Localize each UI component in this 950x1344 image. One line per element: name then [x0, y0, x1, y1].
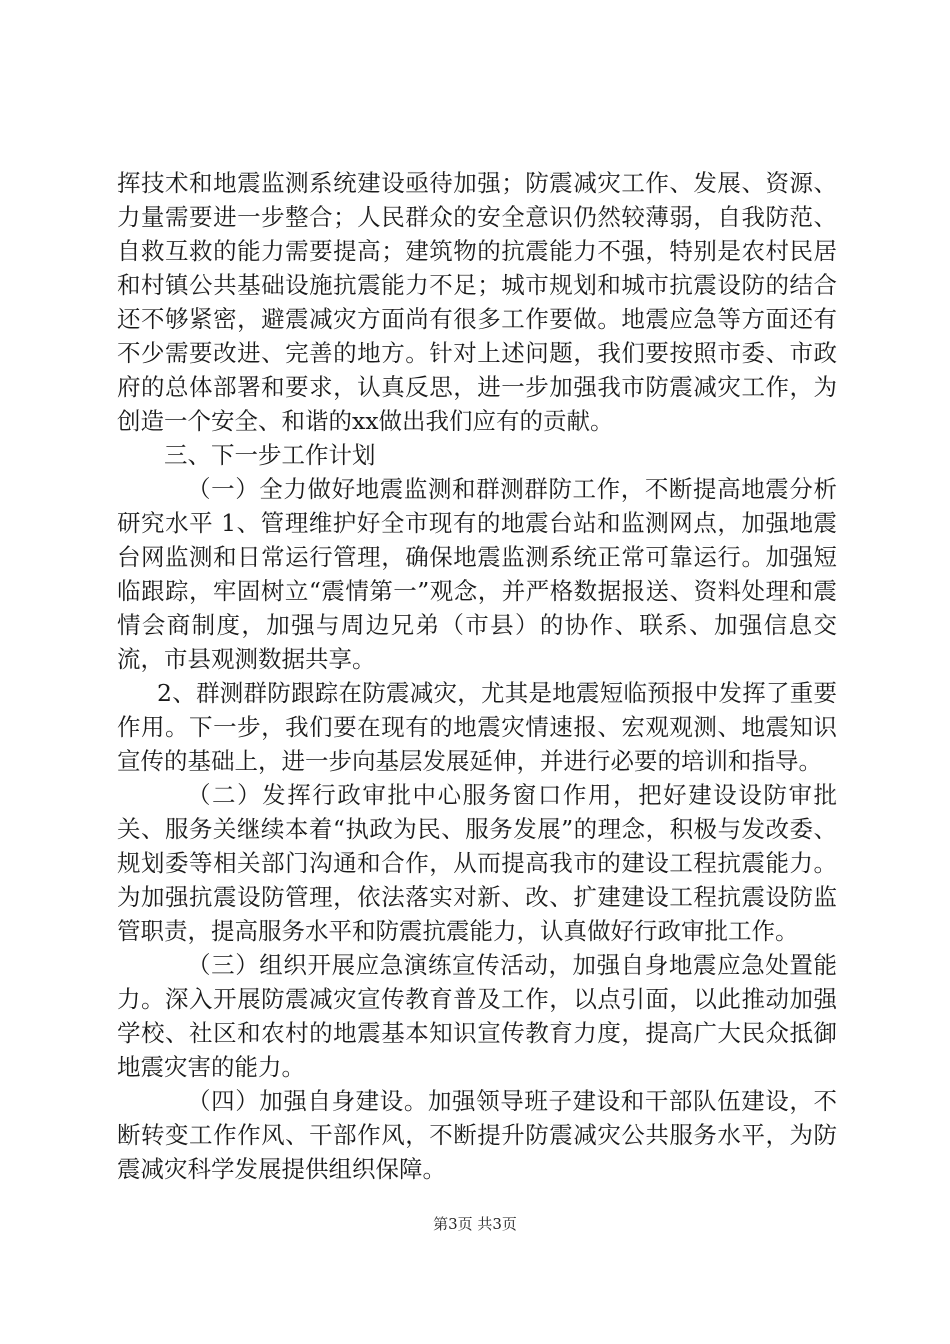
section-heading-next-steps: 三、下一步工作计划 — [164, 441, 376, 469]
document-body — [117, 166, 837, 1186]
paragraph-item-1-monitoring: （一）全力做好地震监测和群测群防工作，不断提高地震分析研究水平 1、管理维护好全市现有的地震台站和监测网点，加强地震台网监测和日常运行管理，确保地震监测系统正常可靠运行。加强短临跟踪，牢固树立“震情第一”观念，并严格数据报送、资料处理和震情会商制度，加强与周边兄弟（市县）的协作、联系、加强信息交流，市县观测数据共享。 — [117, 475, 837, 673]
paragraph-item-2-mass-monitoring: 2、群测群防跟踪在防震减灾，尤其是地震短临预报中发挥了重要作用。下一步，我们要在现有的地震灾情速报、宏观观测、地震知识宣传的基础上，进一步向基层发展延伸，并进行必要的培训和指导。 — [117, 679, 837, 775]
paragraph-problems-summary: 挥技术和地震监测系统建设亟待加强；防震减灾工作、发展、资源、力量需要进一步整合；人民群众的安全意识仍然较薄弱，自我防范、自救互救的能力需要提高；建筑物的抗震能力不强，特别是农村民居和村镇公共基础设施抗震能力不足；城市规划和城市抗震设防的结合还不够紧密，避震减灾方面尚有很多工作要做。地震应急等方面还有不少需要改进、完善的地方。针对上述问题，我们要按照市委、市政府的总体部署和要求，认真反思，进一步加强我市防震减灾工作，为创造一个安全、和谐的xx做出我们应有的贡献。 — [117, 169, 837, 435]
paragraph-item-self-building: （四）加强自身建设。加强领导班子建设和干部队伍建设，不断转变工作作风、干部作风，不断提升防震减灾公共服务水平，为防震减灾科学发展提供组织保障。 — [117, 1087, 837, 1183]
page-number-footer: 第3页 共3页 — [433, 1215, 517, 1233]
paragraph-item-emergency-drills: （三）组织开展应急演练宣传活动，加强自身地震应急处置能力。深入开展防震减灾宣传教育普及工作，以点引面，以此推动加强学校、社区和农村的地震基本知识宣传教育力度，提高广大民众抵御地震灾害的能力。 — [117, 951, 837, 1081]
paragraph-item-admin-approval: （二）发挥行政审批中心服务窗口作用，把好建设设防审批关、服务关继续本着“执政为民、服务发展”的理念，积极与发改委、规划委等相关部门沟通和合作，从而提高我市的建设工程抗震能力。为加强抗震设防管理，依法落实对新、改、扩建建设工程抗震设防监管职责，提高服务水平和防震抗震能力，认真做好行政审批工作。 — [117, 781, 837, 945]
